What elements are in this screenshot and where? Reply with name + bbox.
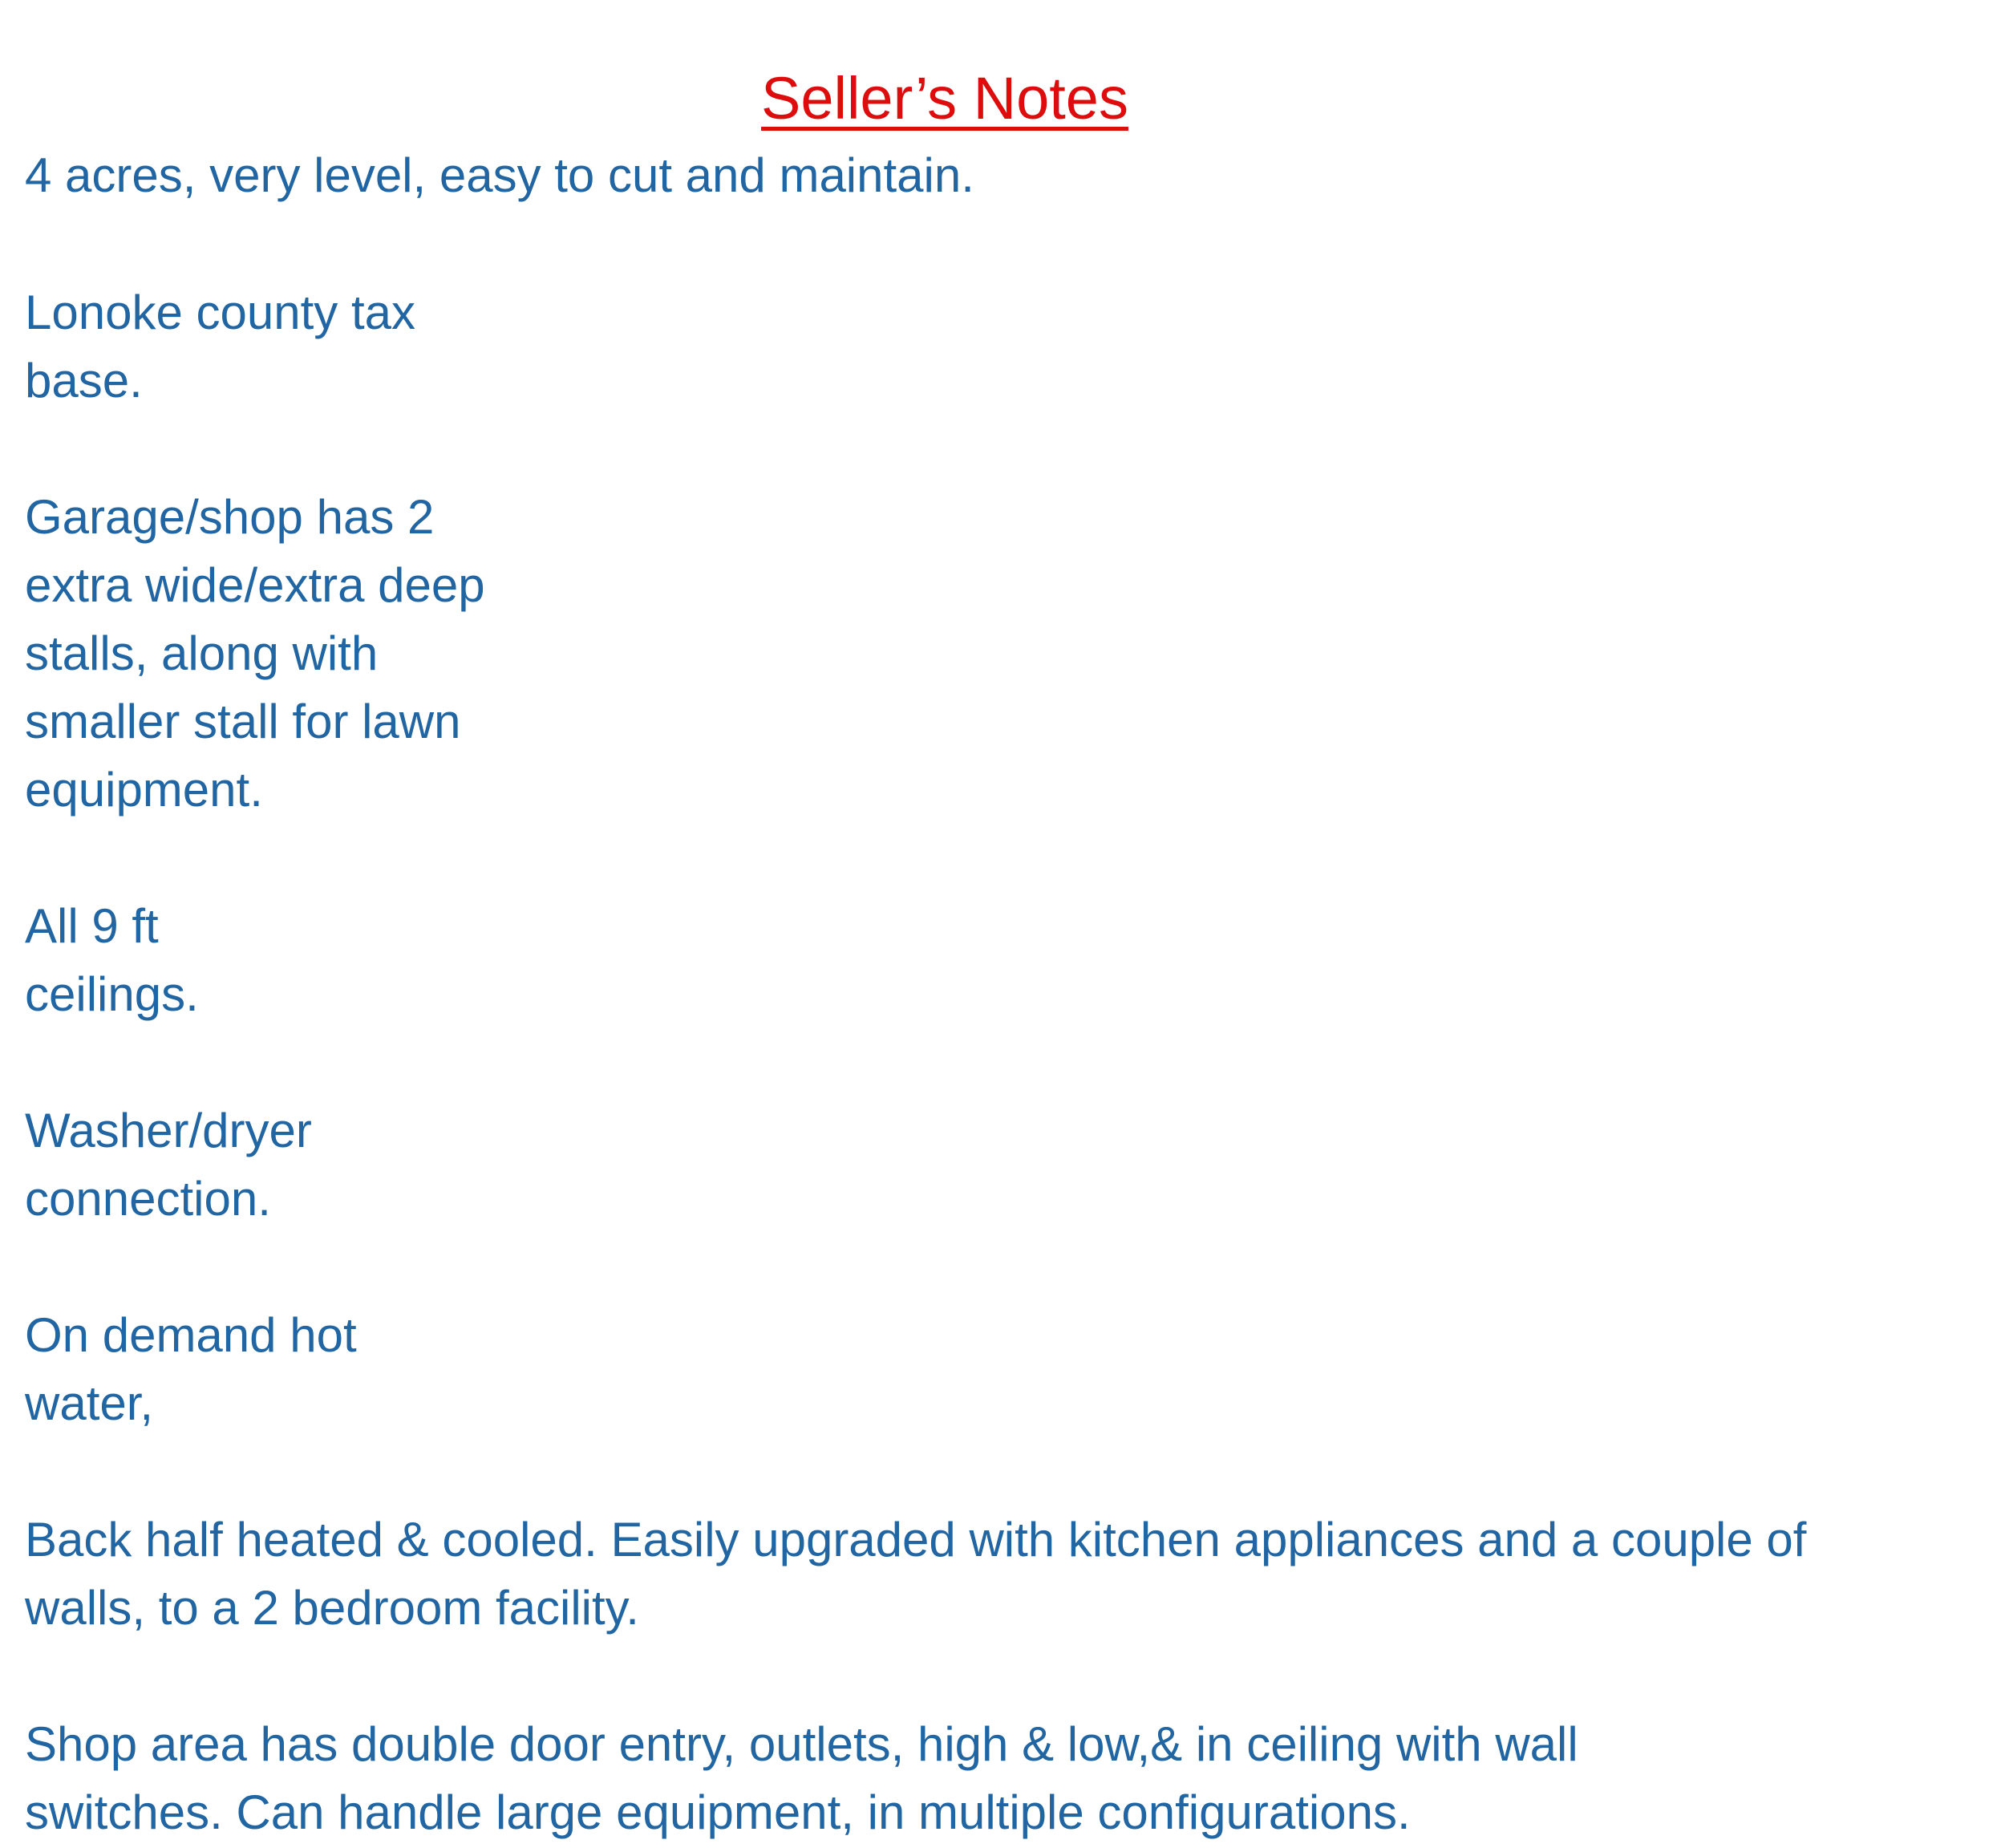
- note-line: On demand hot: [25, 1308, 357, 1362]
- note-line: Shop area has double door entry, outlets, high & low,& in ceiling with wall: [25, 1717, 1578, 1771]
- note-line: extra wide/extra deep: [25, 558, 485, 612]
- note-line: walls, to a 2 bedroom facility.: [25, 1581, 639, 1635]
- note-line: 4 acres, very level, easy to cut and maintain.: [25, 148, 974, 202]
- note-line: equipment.: [25, 763, 263, 817]
- note-line: water,: [25, 1376, 154, 1430]
- note-line: switches. Can handle large equipment, in multiple configurations.: [25, 1785, 1411, 1839]
- note-line: base.: [25, 354, 143, 407]
- note-line: smaller stall for lawn: [25, 695, 461, 748]
- note-line: All 9 ft: [25, 899, 159, 953]
- note-line: Back half heated & cooled. Easily upgraded with kitchen appliances and a couple of: [25, 1513, 1807, 1566]
- note-line: Garage/shop has 2: [25, 490, 435, 544]
- page-title: Seller’s Notes: [761, 65, 1128, 132]
- note-line: connection.: [25, 1172, 271, 1226]
- note-line: stalls, along with: [25, 626, 379, 680]
- note-line: Lonoke county tax: [25, 286, 416, 339]
- note-line: ceilings.: [25, 967, 199, 1021]
- note-line: Washer/dryer: [25, 1104, 312, 1157]
